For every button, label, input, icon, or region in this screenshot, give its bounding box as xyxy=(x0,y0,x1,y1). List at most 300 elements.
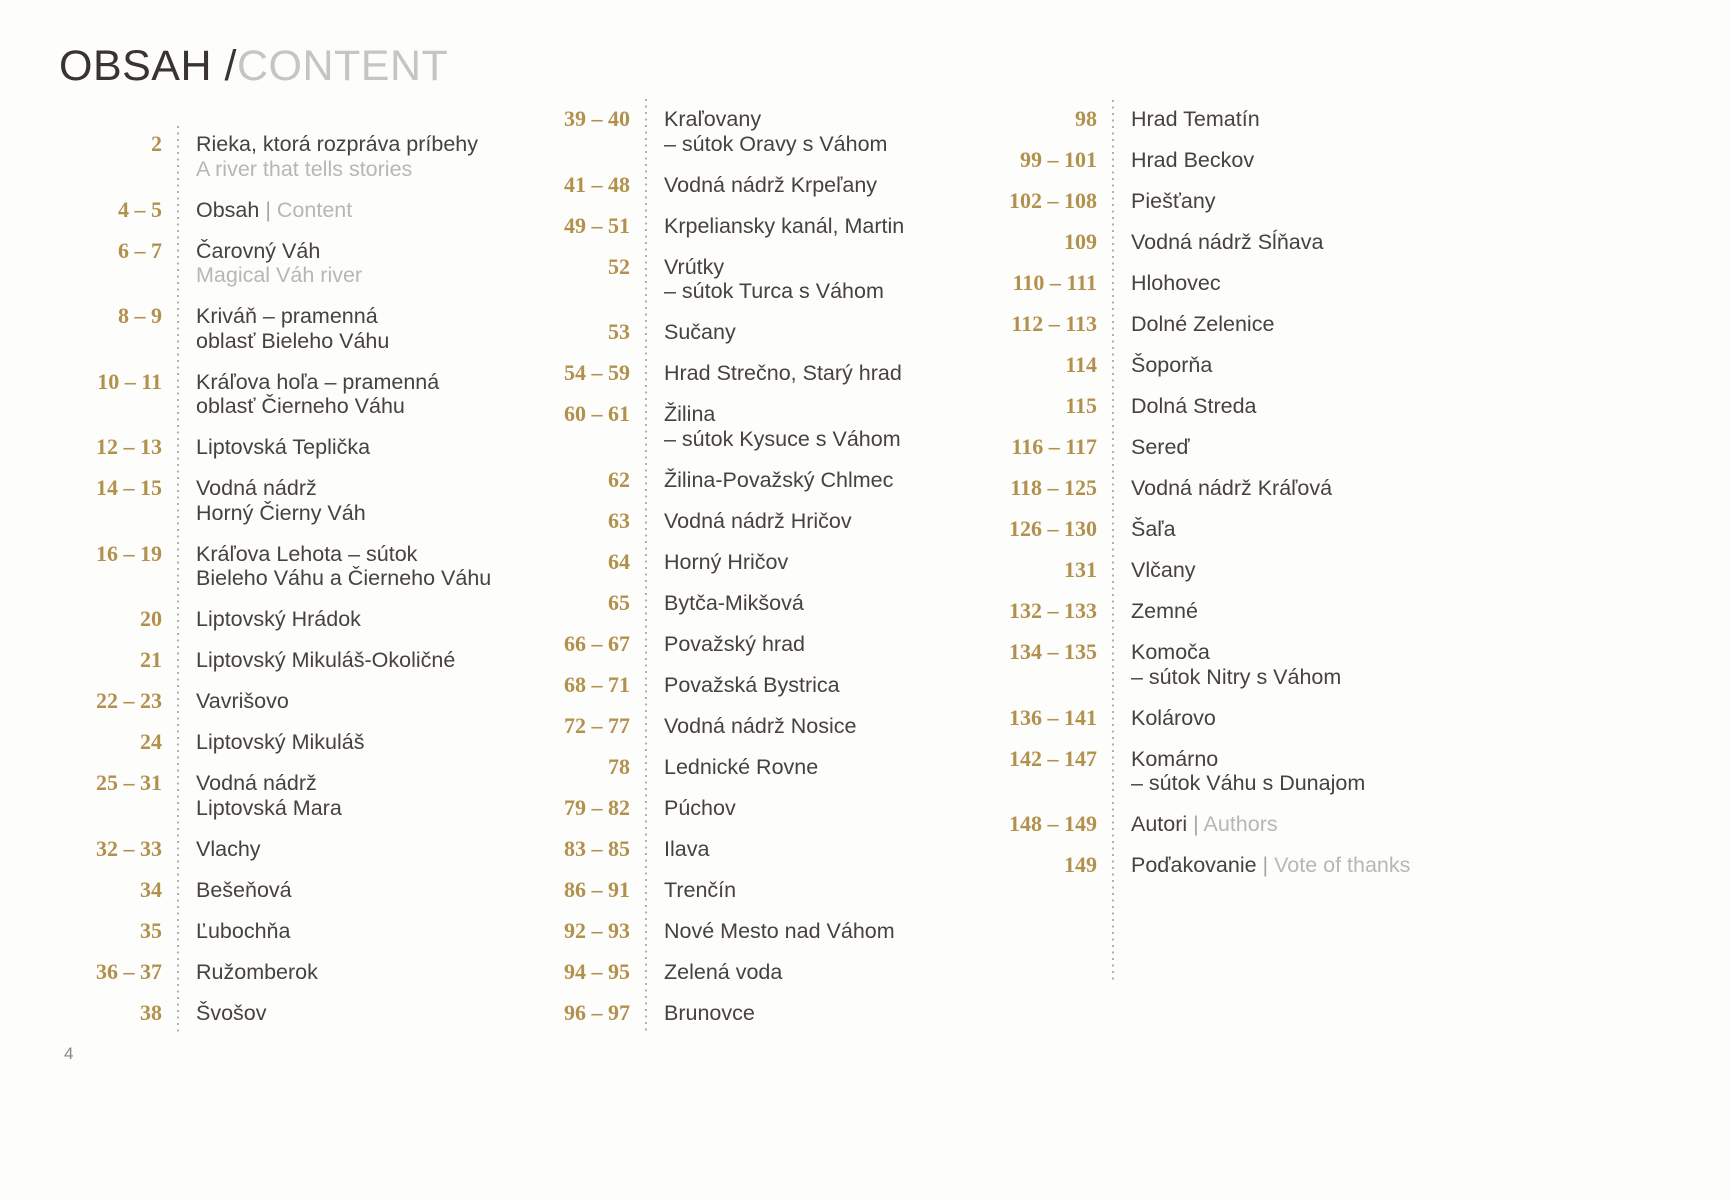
toc-entry-title-line xyxy=(1131,353,1212,378)
toc-entry xyxy=(987,747,1467,796)
column-dotted-divider xyxy=(177,126,179,1032)
toc-entry-title: Hrad Beckov xyxy=(1131,148,1255,172)
toc-entry-title: Krpeliansky kanál, Martin xyxy=(664,213,905,238)
toc-entry-text xyxy=(1131,476,1332,501)
toc-entry xyxy=(987,148,1467,173)
toc-entry-title: Ľubochňa xyxy=(196,918,291,943)
toc-entry xyxy=(520,755,990,780)
title-divider: | xyxy=(1256,853,1275,877)
toc-entry-title: Rieka, ktorá rozpráva príbehy xyxy=(196,132,479,156)
toc-entry-text xyxy=(664,837,709,862)
toc-entry-title-line xyxy=(664,361,902,386)
toc-entry xyxy=(520,960,990,985)
toc-entry-pages: 4 – 5 xyxy=(118,196,162,222)
toc-entry xyxy=(987,706,1467,731)
toc-entry-pages: 62 xyxy=(608,466,630,492)
toc-entry-pages: 102 – 108 xyxy=(1009,188,1097,213)
toc-entry-title: Vodná nádrž xyxy=(196,476,317,500)
toc-entry-title-line xyxy=(1131,812,1278,837)
toc-entry-title-line xyxy=(664,796,736,821)
toc-entry-pages: 99 – 101 xyxy=(1020,147,1097,172)
toc-entry-title: Vrútky xyxy=(664,254,725,279)
toc-entry xyxy=(987,189,1467,214)
toc-entry-title-line xyxy=(664,919,895,944)
toc-entry-title: Komárno xyxy=(1131,746,1219,771)
toc-entry-pages: 132 – 133 xyxy=(1009,598,1097,623)
toc-entry-pages: 112 – 113 xyxy=(1011,311,1097,336)
toc-entry-title-line xyxy=(196,648,455,673)
toc-entry-title: Vavrišovo xyxy=(196,689,289,713)
toc-entry-title: Čarovný Váh xyxy=(196,238,321,263)
toc-entry-translation: Authors xyxy=(1203,812,1278,836)
toc-entry-text xyxy=(664,714,856,739)
toc-entry-pages: 110 – 111 xyxy=(1012,270,1097,295)
toc-entry-title-line xyxy=(196,878,292,903)
toc-entry-title: Lednické Rovne xyxy=(664,754,819,779)
toc-entry-pages: 24 xyxy=(140,729,162,754)
toc-entry-text xyxy=(664,255,884,304)
toc-entry-title-line2: – sútok Kysuce s Váhom xyxy=(664,426,901,451)
toc-entry-title-line xyxy=(664,714,856,739)
column-dotted-divider xyxy=(645,99,647,1031)
toc-entry-title-line xyxy=(664,960,782,985)
toc-entry-title: Žilina-Považský Chlmec xyxy=(664,467,894,492)
toc-entry-text xyxy=(1131,517,1176,542)
toc-entry-text xyxy=(664,402,901,451)
toc-entry xyxy=(52,919,522,944)
toc-entry-title: Šaľa xyxy=(1131,517,1176,541)
toc-entry xyxy=(520,402,990,451)
toc-entry-title: Nové Mesto nad Váhom xyxy=(664,918,895,943)
toc-entry-title-line xyxy=(664,591,804,616)
toc-entry-text xyxy=(664,673,840,698)
toc-entry xyxy=(52,648,522,673)
toc-entry xyxy=(52,689,522,714)
toc-entry-pages: 68 – 71 xyxy=(564,671,630,697)
toc-entry-pages: 21 xyxy=(140,647,162,672)
toc-entry-pages: 35 xyxy=(140,917,162,943)
toc-entry-title: Obsah xyxy=(196,197,260,222)
toc-entry-text xyxy=(664,632,805,657)
toc-entry-title: Vodná nádrž Krpeľany xyxy=(664,172,878,197)
page-number: 4 xyxy=(64,1044,74,1063)
toc-entry-title-line xyxy=(196,837,261,862)
toc-entry-text xyxy=(1131,394,1257,419)
toc-entry-title: Vodná nádrž Nosice xyxy=(664,713,857,738)
toc-entry-text xyxy=(1131,812,1278,837)
toc-entry xyxy=(987,599,1467,624)
toc-entry-text xyxy=(196,370,439,419)
toc-entry-title: Kráľova Lehota – sútok xyxy=(196,541,418,566)
toc-entry-title-line xyxy=(196,730,364,755)
toc-entry-pages: 63 xyxy=(608,507,630,533)
toc-entry-title: Ružomberok xyxy=(196,959,318,984)
toc-entry xyxy=(52,837,522,862)
toc-entry-text xyxy=(1131,312,1274,337)
column-dotted-divider xyxy=(1112,100,1114,984)
toc-entry-text xyxy=(664,878,736,903)
toc-entry-title: Kraľovany xyxy=(664,107,762,131)
toc-entry-pages: 10 – 11 xyxy=(97,368,162,394)
toc-entry-pages: 65 xyxy=(608,589,630,615)
toc-entry-text xyxy=(1131,747,1365,796)
toc-entry-title-line xyxy=(664,255,884,280)
toc-entry-pages: 12 – 13 xyxy=(96,434,162,459)
toc-entry-title: Ilava xyxy=(664,836,710,861)
toc-entry-title: Švošov xyxy=(196,1000,267,1025)
toc-entry xyxy=(987,435,1467,460)
toc-entry-text xyxy=(196,1001,267,1026)
toc-entry-title-line xyxy=(196,919,290,944)
toc-entry-title: Liptovský Mikuláš xyxy=(196,730,365,754)
toc-entry xyxy=(52,239,522,288)
toc-entry-title-line2: Horný Čierny Váh xyxy=(196,500,366,525)
toc-entry-translation: A river that tells stories xyxy=(196,156,413,181)
toc-entry-pages: 116 – 117 xyxy=(1011,434,1097,459)
toc-entry-pages: 86 – 91 xyxy=(564,876,630,902)
toc-entry-title: Dolné Zelenice xyxy=(1131,312,1275,336)
toc-entry xyxy=(520,796,990,821)
toc-entry-pages: 14 – 15 xyxy=(96,475,162,500)
toc-entry-title: Kriváň – pramenná xyxy=(196,304,378,328)
toc-entry-title: Hrad Tematín xyxy=(1131,107,1260,131)
toc-entry-title-line xyxy=(196,960,318,985)
toc-entry-text xyxy=(664,214,904,239)
toc-entry-title-line xyxy=(1131,747,1365,772)
toc-entry-title: Vodná nádrž Sĺňava xyxy=(1131,230,1324,254)
toc-entry xyxy=(520,878,990,903)
toc-entry xyxy=(520,714,990,739)
toc-column-1 xyxy=(52,132,522,1042)
toc-entry-text xyxy=(196,239,362,288)
toc-entry-pages: 148 – 149 xyxy=(1009,811,1097,836)
toc-entry xyxy=(52,304,522,353)
toc-entry xyxy=(987,271,1467,296)
toc-entry-pages: 25 – 31 xyxy=(96,770,162,795)
toc-entry-title-line xyxy=(1131,189,1216,214)
toc-entry-text xyxy=(1131,148,1254,173)
toc-entry-title-line xyxy=(664,878,736,903)
toc-entry-title-line xyxy=(664,107,887,132)
toc-column-2 xyxy=(520,107,990,1042)
title-divider: | xyxy=(259,197,277,222)
toc-entry-title-line xyxy=(196,607,361,632)
toc-entry-pages: 149 xyxy=(1064,852,1097,877)
toc-entry-text xyxy=(196,878,292,903)
toc-entry-pages: 72 – 77 xyxy=(564,712,630,738)
toc-entry-title-line xyxy=(1131,312,1274,337)
toc-entry-title-line xyxy=(1131,271,1221,296)
toc-entry-pages: 118 – 125 xyxy=(1010,475,1097,500)
toc-entry-text xyxy=(664,591,804,616)
toc-entry xyxy=(52,198,522,223)
toc-entry-title: Bešeňová xyxy=(196,877,292,902)
toc-entry-title: Vodná nádrž xyxy=(196,771,317,795)
toc-entry-title: Kráľova hoľa – pramenná xyxy=(196,369,440,394)
toc-entry-title-line xyxy=(664,402,901,427)
toc-entry-title-line xyxy=(1131,148,1254,173)
toc-entry-pages: 39 – 40 xyxy=(564,106,630,131)
toc-entry-title-line xyxy=(196,198,352,223)
toc-entry xyxy=(987,230,1467,255)
toc-entry-title-line xyxy=(664,755,818,780)
toc-entry xyxy=(52,771,522,820)
toc-entry-title-line xyxy=(1131,230,1323,255)
toc-entry-title-line xyxy=(1131,558,1196,583)
toc-entry-text xyxy=(664,919,895,944)
toc-entry-title: Trenčín xyxy=(664,877,737,902)
toc-entry xyxy=(520,173,990,198)
toc-entry-title: Vlachy xyxy=(196,836,261,861)
toc-entry-title: Považský hrad xyxy=(664,631,806,656)
toc-entry-title: Považská Bystrica xyxy=(664,672,840,697)
toc-entry-translation: Content xyxy=(276,197,353,222)
toc-entry-text xyxy=(1131,271,1221,296)
toc-entry-pages: 6 – 7 xyxy=(118,237,162,263)
toc-entry-text xyxy=(196,837,261,862)
toc-entry-text xyxy=(1131,189,1216,214)
toc-entry xyxy=(520,550,990,575)
toc-entry-title: Vlčany xyxy=(1131,558,1196,582)
toc-entry-pages: 136 – 141 xyxy=(1009,704,1097,730)
toc-entry-title: Zemné xyxy=(1131,599,1198,623)
toc-entry xyxy=(52,878,522,903)
toc-entry xyxy=(520,1001,990,1026)
toc-entry-title-line2: – sútok Turca s Váhom xyxy=(664,279,884,303)
toc-entry-translation: Vote of thanks xyxy=(1274,853,1411,877)
toc-entry-pages: 94 – 95 xyxy=(564,958,630,984)
toc-entry-title-line xyxy=(664,673,840,698)
toc-entry-text xyxy=(196,771,342,820)
toc-entry-title-line2: Bieleho Váhu a Čierneho Váhu xyxy=(196,566,492,590)
toc-entry-pages: 38 xyxy=(140,999,162,1025)
toc-entry-text xyxy=(196,304,389,353)
toc-entry-text xyxy=(196,435,370,460)
toc-entry-title-line xyxy=(664,837,709,862)
toc-entry-title-line xyxy=(196,239,362,264)
toc-entry-title: Kolárovo xyxy=(1131,705,1216,730)
toc-entry-pages: 8 – 9 xyxy=(118,303,162,328)
toc-entry-pages: 16 – 19 xyxy=(96,540,162,566)
toc-entry-text xyxy=(196,607,361,632)
toc-entry xyxy=(52,476,522,525)
toc-entry-title: Hrad Strečno, Starý hrad xyxy=(664,361,902,385)
toc-entry xyxy=(987,353,1467,378)
page-title-slovak: OBSAH / xyxy=(59,42,237,90)
toc-entry xyxy=(52,730,522,755)
toc-entry xyxy=(987,558,1467,583)
toc-entry xyxy=(52,370,522,419)
toc-entry-title: Horný Hričov xyxy=(664,549,789,574)
toc-entry-text xyxy=(1131,107,1260,132)
toc-entry-text xyxy=(664,755,818,780)
toc-entry-text xyxy=(196,730,364,755)
toc-column-2-entries xyxy=(520,107,990,1025)
toc-entry-title: Liptovský Mikuláš-Okoličné xyxy=(196,648,456,672)
toc-entry-title-line xyxy=(1131,435,1190,460)
page-title-english: CONTENT xyxy=(236,42,449,90)
toc-entry-title-line2: Liptovská Mara xyxy=(196,795,342,820)
toc-entry-pages: 142 – 147 xyxy=(1009,745,1097,771)
toc-entry-pages: 114 xyxy=(1065,352,1097,377)
toc-entry-title-line xyxy=(664,468,893,493)
title-divider: | xyxy=(1187,812,1204,836)
toc-entry-text xyxy=(664,1001,755,1026)
toc-entry xyxy=(52,132,522,181)
toc-entry-text xyxy=(196,198,352,223)
toc-entry xyxy=(52,435,522,460)
toc-entry-title-line xyxy=(664,173,877,198)
toc-entry-title-line xyxy=(664,214,904,239)
toc-entry-title: Brunovce xyxy=(664,1000,755,1025)
toc-entry xyxy=(520,919,990,944)
toc-entry-title-line xyxy=(1131,107,1260,132)
toc-entry-title-line2: oblasť Čierneho Váhu xyxy=(196,394,405,418)
toc-entry-title: Dolná Streda xyxy=(1131,394,1257,418)
toc-entry-title-line xyxy=(196,132,478,157)
toc-entry-pages: 64 xyxy=(608,548,630,574)
toc-entry-text xyxy=(1131,353,1212,378)
toc-entry xyxy=(987,107,1467,132)
toc-entry-text xyxy=(664,796,736,821)
toc-entry xyxy=(987,312,1467,337)
toc-entry-title-line xyxy=(196,435,370,460)
toc-entry-title-line xyxy=(664,509,852,534)
toc-entry-text xyxy=(1131,640,1341,689)
toc-entry-text xyxy=(1131,599,1198,624)
toc-entry xyxy=(520,632,990,657)
toc-entry-text xyxy=(664,361,902,386)
toc-entry xyxy=(520,509,990,534)
toc-entry-title-line xyxy=(1131,394,1257,419)
toc-entry-title-line xyxy=(196,370,439,395)
toc-entry-title-line xyxy=(1131,599,1198,624)
toc-entry-text xyxy=(196,648,455,673)
toc-entry-title-line xyxy=(664,320,736,345)
toc-entry-title: Šoporňa xyxy=(1131,353,1213,377)
toc-entry-text xyxy=(1131,558,1196,583)
toc-column-3-entries xyxy=(987,107,1467,878)
toc-entry-pages: 2 xyxy=(151,131,162,156)
toc-entry-title: Autori xyxy=(1131,812,1188,836)
toc-entry-text xyxy=(1131,435,1190,460)
toc-entry xyxy=(520,673,990,698)
toc-entry-title: Žilina xyxy=(664,402,716,426)
toc-entry-text xyxy=(664,173,877,198)
toc-entry xyxy=(520,591,990,616)
toc-entry-title-line xyxy=(196,476,366,501)
toc-entry-title: Púchov xyxy=(664,795,736,820)
toc-entry-title: Vodná nádrž Hričov xyxy=(664,508,852,533)
toc-entry-title-line xyxy=(664,632,805,657)
toc-entry-title: Piešťany xyxy=(1131,189,1216,213)
toc-entry xyxy=(987,394,1467,419)
toc-entry-text xyxy=(1131,230,1323,255)
toc-entry-title-line xyxy=(664,550,788,575)
toc-entry-pages: 126 – 130 xyxy=(1009,516,1097,541)
toc-entry xyxy=(987,853,1467,878)
toc-entry-title-line xyxy=(664,1001,755,1026)
toc-entry xyxy=(987,517,1467,542)
toc-entry xyxy=(520,837,990,862)
toc-entry-pages: 60 – 61 xyxy=(564,401,630,426)
toc-entry xyxy=(520,468,990,493)
toc-entry-text xyxy=(664,107,887,156)
toc-entry-title-line xyxy=(1131,853,1410,878)
toc-entry xyxy=(987,640,1467,689)
toc-entry xyxy=(520,255,990,304)
toc-column-1-entries xyxy=(52,132,522,1025)
toc-entry-title-line xyxy=(196,1001,267,1026)
toc-entry-text xyxy=(664,960,782,985)
toc-entry-title: Sereď xyxy=(1131,435,1190,459)
toc-entry-pages: 131 xyxy=(1064,557,1097,582)
toc-entry-text xyxy=(196,132,478,181)
toc-entry-title: Komoča xyxy=(1131,640,1210,664)
toc-entry-title-line xyxy=(196,304,389,329)
toc-entry-title-line xyxy=(1131,706,1216,731)
toc-entry-title-line2: – sútok Váhu s Dunajom xyxy=(1131,771,1366,795)
toc-entry-title-line xyxy=(1131,476,1332,501)
toc-entry xyxy=(52,960,522,985)
toc-entry-pages: 83 – 85 xyxy=(564,835,630,861)
toc-entry-pages: 109 xyxy=(1064,229,1097,254)
toc-entry-text xyxy=(664,468,893,493)
toc-entry-pages: 115 xyxy=(1065,393,1097,418)
toc-entry-text xyxy=(664,550,788,575)
toc-entry-pages: 96 – 97 xyxy=(564,999,630,1025)
toc-entry-pages: 32 – 33 xyxy=(96,835,162,861)
toc-entry-title: Poďakovanie xyxy=(1131,853,1257,877)
toc-entry xyxy=(520,107,990,156)
toc-entry xyxy=(52,607,522,632)
toc-entry-translation: Magical Váh river xyxy=(196,263,363,287)
page-title xyxy=(59,42,449,90)
toc-entry xyxy=(520,361,990,386)
toc-entry-text xyxy=(196,476,366,525)
toc-entry-pages: 79 – 82 xyxy=(564,794,630,820)
toc-entry-pages: 34 xyxy=(140,876,162,902)
toc-entry-text xyxy=(664,320,736,345)
toc-entry xyxy=(520,214,990,239)
toc-entry xyxy=(987,476,1467,501)
toc-entry-pages: 41 – 48 xyxy=(564,171,630,197)
toc-entry-title-line xyxy=(1131,640,1341,665)
toc-entry-title-line xyxy=(196,771,342,796)
toc-entry-title: Zelená voda xyxy=(664,959,783,984)
toc-entry xyxy=(52,1001,522,1026)
toc-entry-pages: 52 xyxy=(608,253,630,279)
toc-entry-pages: 54 – 59 xyxy=(564,360,630,385)
toc-entry-pages: 49 – 51 xyxy=(564,212,630,238)
toc-entry-text xyxy=(196,919,290,944)
toc-entry-pages: 22 – 23 xyxy=(96,688,162,713)
toc-entry-pages: 53 xyxy=(608,319,630,344)
toc-entry-title: Bytča-Mikšová xyxy=(664,590,804,615)
toc-entry-pages: 78 xyxy=(608,753,630,779)
toc-entry-title: Liptovská Teplička xyxy=(196,435,371,459)
toc-entry-pages: 36 – 37 xyxy=(96,958,162,984)
toc-entry xyxy=(987,812,1467,837)
toc-entry-title-line2: oblasť Bieleho Váhu xyxy=(196,328,390,353)
toc-entry-title-line xyxy=(196,542,491,567)
toc-entry-text xyxy=(664,509,852,534)
toc-entry-title-line2: – sútok Oravy s Váhom xyxy=(664,131,888,156)
toc-entry-pages: 98 xyxy=(1075,106,1097,131)
toc-entry-text xyxy=(196,542,491,591)
toc-entry-title-line xyxy=(196,689,289,714)
toc-entry xyxy=(52,542,522,591)
